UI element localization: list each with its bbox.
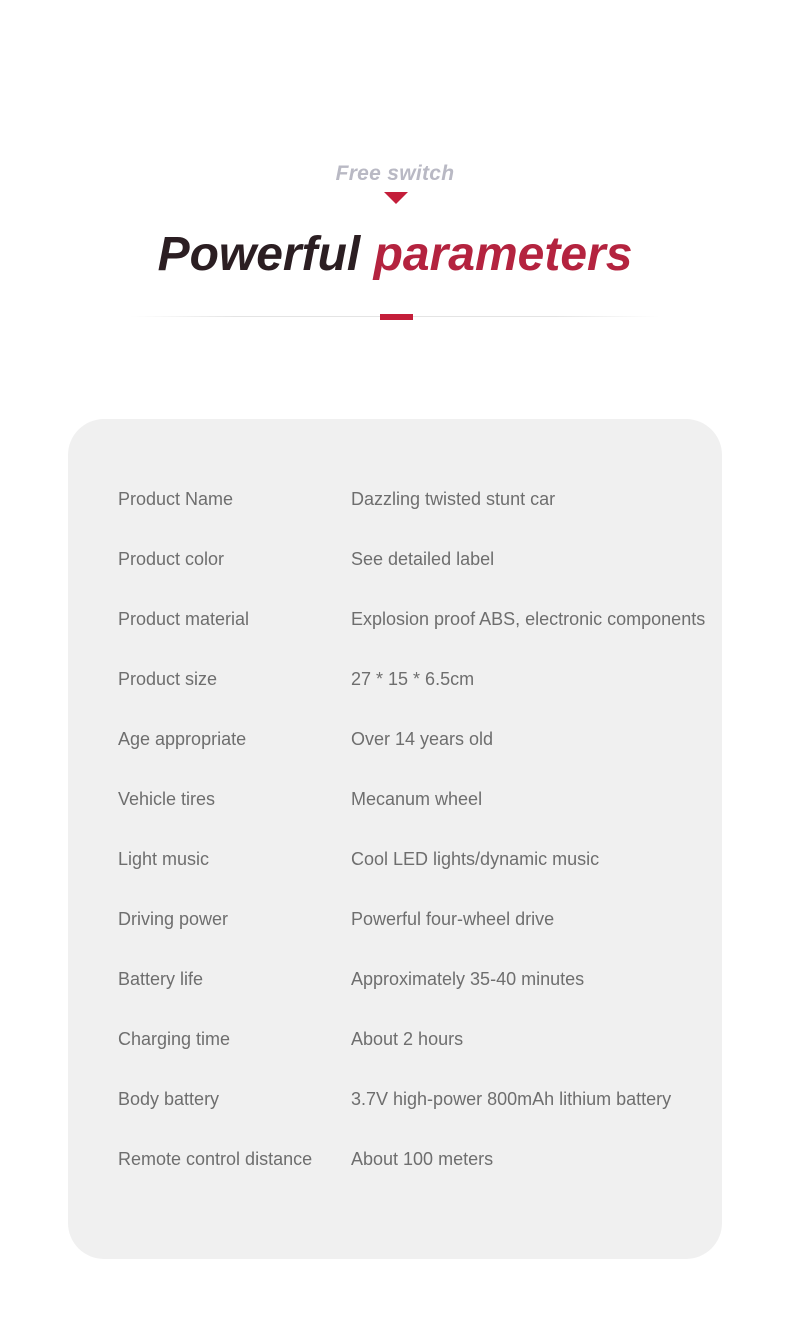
- param-row: [118, 888, 718, 948]
- param-label: Driving power: [118, 909, 229, 929]
- param-label: Light music: [118, 849, 210, 869]
- param-row: [118, 468, 718, 528]
- param-label: Vehicle tires: [118, 789, 216, 809]
- param-value: Mecanum wheel: [351, 789, 483, 809]
- param-value: About 100 meters: [351, 1149, 494, 1169]
- param-value: Powerful four-wheel drive: [351, 909, 555, 929]
- param-row: [118, 1128, 718, 1188]
- param-row: [118, 828, 718, 888]
- triangle-down-icon: [384, 192, 408, 204]
- param-row: [118, 948, 718, 1008]
- param-label: Product Name: [118, 489, 234, 509]
- param-label: Body battery: [118, 1089, 220, 1109]
- param-label: Product size: [118, 669, 218, 689]
- param-label: Remote control distance: [118, 1149, 313, 1169]
- param-value: Over 14 years old: [351, 729, 494, 749]
- param-row: [118, 1068, 718, 1128]
- param-value: 3.7V high-power 800mAh lithium battery: [351, 1089, 672, 1109]
- parameters-table: [118, 468, 718, 1188]
- param-row: [118, 768, 718, 828]
- param-value: See detailed label: [351, 549, 495, 569]
- param-row: [118, 708, 718, 768]
- title-word-1: Powerful: [157, 228, 361, 281]
- page-title: [0, 226, 790, 284]
- param-row: [118, 528, 718, 588]
- param-label: Charging time: [118, 1029, 231, 1049]
- param-label: Product material: [118, 609, 250, 629]
- param-value: Explosion proof ABS, electronic components: [351, 609, 706, 629]
- param-value: Approximately 35-40 minutes: [351, 969, 585, 989]
- param-label: Battery life: [118, 969, 204, 989]
- param-value: About 2 hours: [351, 1029, 464, 1049]
- param-row: [118, 1008, 718, 1068]
- param-value: 27 * 15 * 6.5cm: [351, 669, 475, 689]
- section-eyebrow: Free switch: [335, 162, 455, 185]
- param-label: Age appropriate: [118, 729, 247, 749]
- param-value: Dazzling twisted stunt car: [351, 489, 556, 509]
- param-row: [118, 648, 718, 708]
- param-row: [118, 588, 718, 648]
- param-value: Cool LED lights/dynamic music: [351, 849, 600, 869]
- param-label: Product color: [118, 549, 225, 569]
- title-word-2: parameters: [373, 228, 633, 281]
- divider-accent-mark: [380, 314, 413, 320]
